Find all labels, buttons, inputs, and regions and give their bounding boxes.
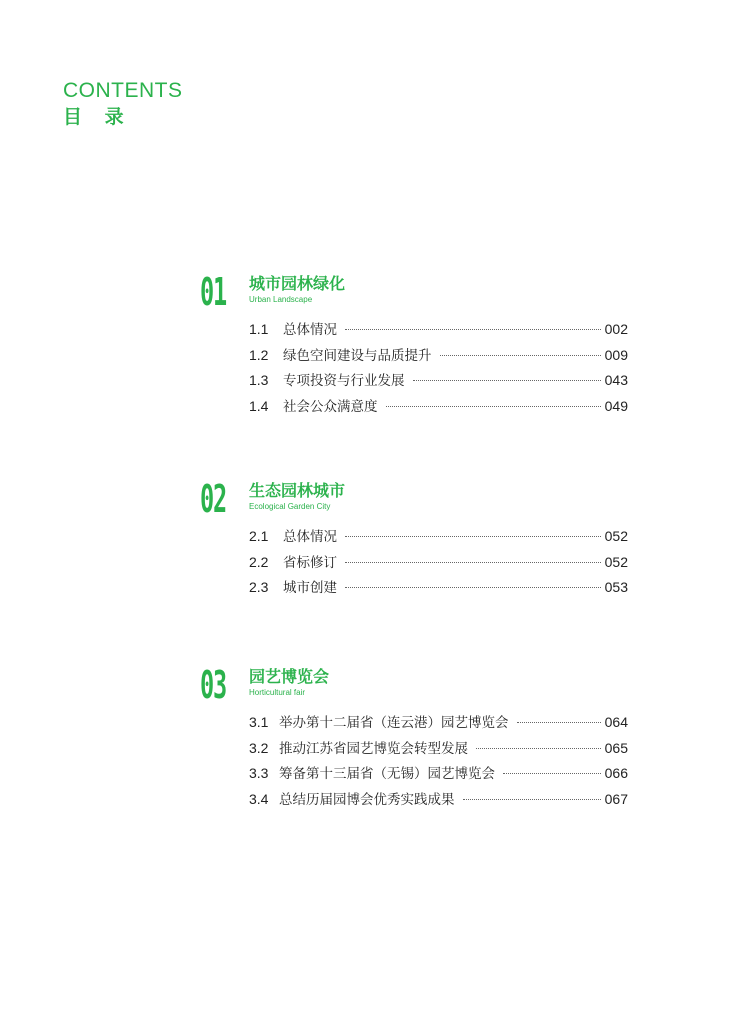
entry-number: 1.3 [249, 372, 269, 388]
entry-number: 3.3 [249, 765, 269, 781]
entry-page: 009 [604, 346, 628, 363]
toc-section-3 [200, 663, 628, 808]
dot-leader [345, 587, 601, 588]
dot-leader [386, 406, 601, 407]
entry-title: 总体情况 [283, 529, 337, 545]
entry-title: 举办第十二届省（连云港）园艺博览会 [279, 715, 509, 731]
entry-page: 067 [604, 790, 628, 807]
section-heading [200, 665, 628, 715]
entry-number: 1.1 [249, 321, 269, 337]
dot-leader [345, 536, 601, 537]
contents-title-en: CONTENTS [63, 79, 183, 102]
toc-entries [249, 713, 628, 815]
dot-leader [476, 748, 601, 749]
section-subtitle: Ecological Garden City [249, 502, 331, 511]
entry-title: 筹备第十三届省（无锡）园艺博览会 [279, 766, 495, 782]
entry-number: 1.4 [249, 397, 269, 414]
toc-entry[interactable] [249, 764, 628, 790]
toc-entry[interactable] [249, 320, 628, 346]
dot-leader [345, 562, 601, 563]
section-subtitle: Urban Landscape [249, 295, 313, 304]
dot-leader [517, 722, 601, 723]
entry-title: 省标修订 [283, 554, 337, 571]
entry-title: 推动江苏省园艺博览会转型发展 [279, 740, 468, 757]
entry-number: 3.1 [249, 714, 269, 730]
entry-title: 城市创建 [283, 580, 337, 596]
entry-page: 052 [604, 528, 628, 544]
section-number: 03 [200, 663, 226, 707]
toc-entry[interactable] [249, 578, 628, 604]
entry-number: 3.4 [249, 790, 269, 807]
toc-entries [249, 320, 628, 422]
toc-entry[interactable] [249, 371, 628, 397]
entry-number: 2.3 [249, 579, 269, 595]
entry-title: 总体情况 [283, 322, 337, 338]
entry-number: 2.2 [249, 553, 269, 570]
entry-title: 绿色空间建设与品质提升 [283, 347, 432, 364]
section-number: 01 [200, 270, 226, 314]
entry-title: 社会公众满意度 [283, 398, 378, 415]
entry-title: 专项投资与行业发展 [283, 373, 405, 389]
section-subtitle: Horticultural fair [249, 688, 306, 697]
section-number: 02 [200, 477, 226, 521]
toc-entry[interactable] [249, 553, 628, 579]
entry-page: 049 [604, 397, 628, 414]
entry-number: 2.1 [249, 528, 269, 544]
dot-leader [440, 355, 601, 356]
dot-leader [413, 380, 601, 381]
entry-page: 053 [604, 579, 628, 595]
section-title: 生态园林城市 [249, 481, 346, 500]
section-heading [200, 479, 628, 529]
contents-header [63, 78, 183, 130]
toc-section-1 [200, 270, 628, 415]
entry-page: 002 [604, 321, 628, 337]
entry-page: 052 [604, 553, 628, 570]
toc-section-2 [200, 477, 628, 596]
dot-leader [503, 773, 601, 774]
entry-number: 1.2 [249, 346, 269, 363]
toc-entry[interactable] [249, 346, 628, 372]
toc-entry[interactable] [249, 397, 628, 423]
entry-title: 总结历届园博会优秀实践成果 [279, 791, 455, 808]
entry-page: 066 [604, 765, 628, 781]
dot-leader [345, 329, 601, 330]
section-heading [200, 272, 628, 322]
section-title: 城市园林绿化 [249, 274, 346, 293]
toc-entry[interactable] [249, 739, 628, 765]
entry-number: 3.2 [249, 739, 269, 756]
entry-page: 065 [604, 739, 628, 756]
section-title: 园艺博览会 [249, 667, 330, 686]
entry-page: 064 [604, 714, 628, 730]
contents-title-zh: 目 录 [63, 106, 132, 128]
toc-entry[interactable] [249, 527, 628, 553]
entry-page: 043 [604, 372, 628, 388]
toc-entries [249, 527, 628, 604]
toc-entry[interactable] [249, 790, 628, 816]
toc-entry[interactable] [249, 713, 628, 739]
dot-leader [463, 799, 601, 800]
